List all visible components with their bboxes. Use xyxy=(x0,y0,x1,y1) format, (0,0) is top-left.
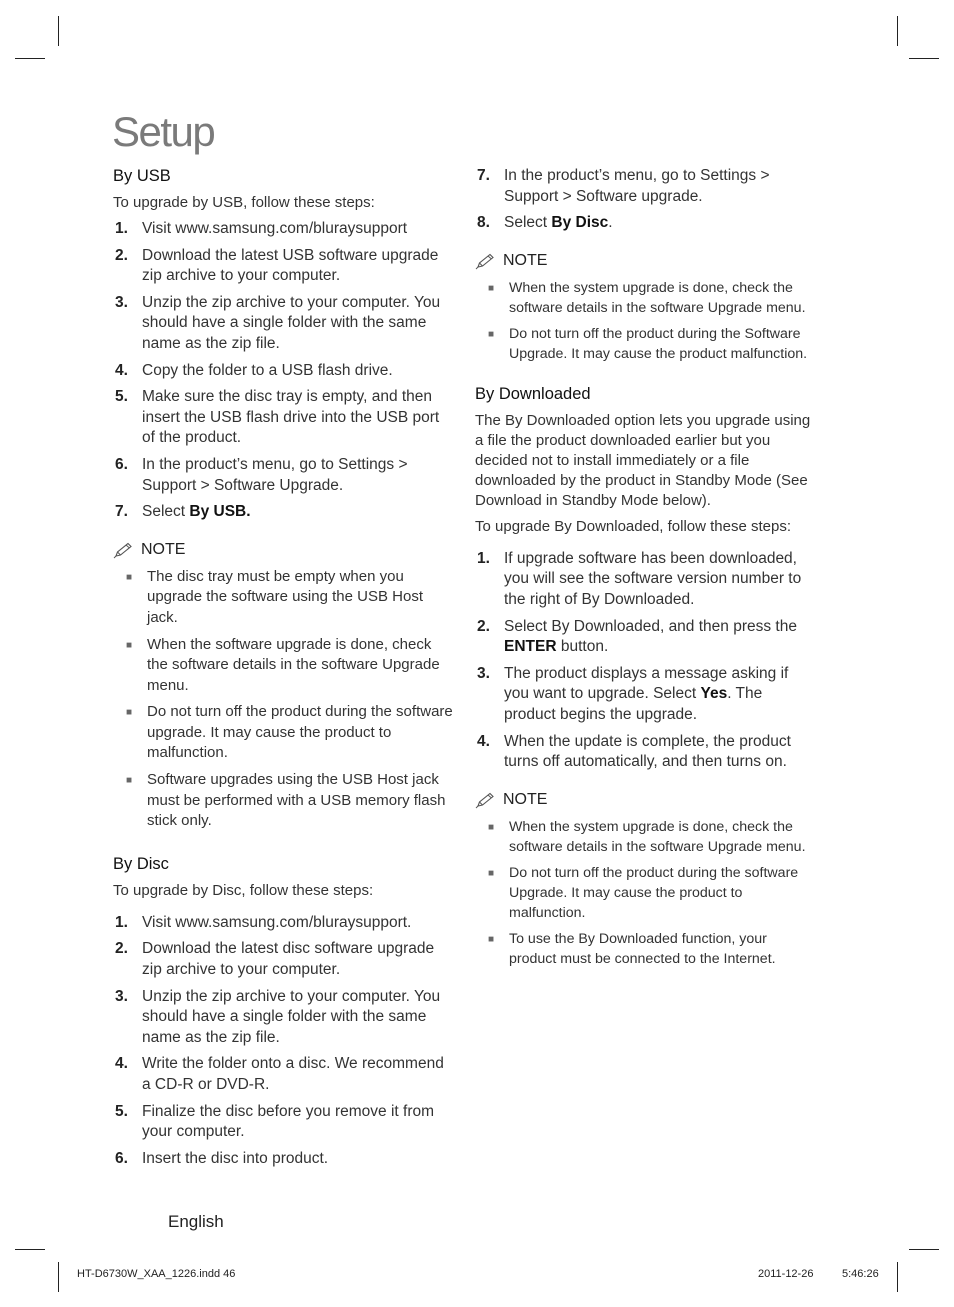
note-item xyxy=(113,770,453,832)
disc-step xyxy=(113,913,453,934)
note-text: Do not turn off the product during the Software Upgrade. It may cause the product malfunction. xyxy=(509,325,808,362)
square-bullet-icon: ■ xyxy=(126,707,133,719)
step-number: 2. xyxy=(477,617,490,635)
downloaded-step xyxy=(475,549,815,611)
by-disc-intro: To upgrade by Disc, follow these steps: xyxy=(113,881,374,899)
usb-step xyxy=(113,455,453,496)
note-item xyxy=(113,702,453,764)
step-text xyxy=(504,617,815,658)
step-number: 2. xyxy=(115,940,128,958)
crop-mark xyxy=(15,58,45,59)
note-heading xyxy=(475,791,815,809)
crop-mark xyxy=(897,1262,898,1292)
by-usb-heading: By USB xyxy=(113,167,171,185)
step-text: In the product’s menu, go to Settings > Support > Software upgrade. xyxy=(504,167,770,205)
crop-mark xyxy=(58,1262,59,1292)
square-bullet-icon: ■ xyxy=(126,639,133,651)
step-number: 3. xyxy=(477,664,490,682)
footer-time: 5:46:26 xyxy=(842,1268,879,1280)
footer-filename: HT-D6730W_XAA_1226.indd 46 xyxy=(77,1268,236,1280)
step-text-plain: . The product begins the upgrade. xyxy=(504,685,763,723)
downloaded-step xyxy=(475,732,815,773)
square-bullet-icon: ■ xyxy=(488,933,495,945)
by-usb-intro: To upgrade by USB, follow these steps: xyxy=(113,194,375,211)
step-number: 2. xyxy=(115,246,128,264)
step-text-plain: Select xyxy=(142,503,190,521)
usb-step xyxy=(113,246,453,287)
step-text: Finalize the disc before you remove it from your computer. xyxy=(142,1102,435,1141)
note-item xyxy=(113,567,453,629)
step-number: 6. xyxy=(115,1149,128,1167)
step-number: 5. xyxy=(115,388,128,406)
usb-step xyxy=(113,502,453,523)
pencil-icon xyxy=(475,791,499,809)
step-text: Visit www.samsung.com/bluraysupport. xyxy=(142,913,412,931)
footer-date: 2011-12-26 xyxy=(758,1268,814,1280)
step-number: 5. xyxy=(115,1102,128,1120)
note-heading xyxy=(113,541,453,559)
step-text: Unzip the zip archive to your computer. You should have a single folder with the same name as the zip file. xyxy=(142,293,441,352)
step-number: 6. xyxy=(115,455,128,473)
note-label: NOTE xyxy=(503,251,548,269)
step-text: Copy the folder to a USB flash drive. xyxy=(142,361,393,379)
square-bullet-icon: ■ xyxy=(488,821,495,833)
step-text: Make sure the disc tray is empty, and then insert the USB flash drive into the USB port of the product. xyxy=(142,388,440,447)
step-number: 1. xyxy=(477,549,490,567)
step-number: 1. xyxy=(115,220,128,237)
note-text: When the software upgrade is done, check the software details in the software Upgrade menu. xyxy=(147,635,440,694)
by-disc-heading: By Disc xyxy=(113,854,169,873)
step-text-plain: . xyxy=(608,214,613,232)
usb-step xyxy=(113,293,453,355)
note-item xyxy=(475,278,815,318)
square-bullet-icon: ■ xyxy=(126,775,133,787)
step-text: Visit www.samsung.com/bluraysupport xyxy=(142,220,408,237)
disc-step xyxy=(113,987,453,1049)
note-heading xyxy=(475,252,815,270)
step-number: 4. xyxy=(115,361,128,379)
step-number: 3. xyxy=(115,293,128,311)
note-label: NOTE xyxy=(141,540,186,558)
square-bullet-icon: ■ xyxy=(488,867,495,879)
page-language: English xyxy=(168,1212,224,1231)
crop-mark xyxy=(897,16,898,46)
crop-mark xyxy=(909,1249,939,1250)
by-downloaded-description: The By Downloaded option lets you upgrade using a file the product downloaded earlier but you decided not to install immediately or a file downloaded by the product in Standby Mode (See Download in Standby Mode below). xyxy=(475,411,811,509)
step-text: Write the folder onto a disc. We recommend a CD-R or DVD-R. xyxy=(142,1055,444,1093)
step-number: 8. xyxy=(477,214,490,232)
note-text: When the system upgrade is done, check the software details in the software Upgrade menu. xyxy=(509,279,806,316)
page-title: Setup xyxy=(112,108,215,155)
step-text-plain: Select By Downloaded, and then press the xyxy=(504,617,797,635)
step-text: In the product’s menu, go to Settings > Support > Software Upgrade. xyxy=(142,455,408,494)
step-text: Download the latest USB software upgrade zip archive to your computer. xyxy=(142,246,439,285)
disc-step xyxy=(475,166,815,207)
step-text-bold: ENTER xyxy=(504,638,557,656)
step-text: If upgrade software has been downloaded, you will see the software version number to the right of By Downloaded. xyxy=(504,549,802,608)
square-bullet-icon: ■ xyxy=(488,282,495,294)
crop-mark xyxy=(909,58,939,59)
step-text-plain: Select xyxy=(504,214,552,232)
square-bullet-icon: ■ xyxy=(488,328,495,340)
step-text-bold: By Disc xyxy=(551,214,609,232)
note-text: To use the By Downloaded function, your product must be connected to the Internet. xyxy=(509,930,776,967)
note-text: The disc tray must be empty when you upgrade the software using the USB Host jack. xyxy=(147,567,423,626)
step-text-bold: By USB. xyxy=(189,503,251,521)
step-number: 4. xyxy=(477,732,490,750)
note-text: Do not turn off the product during the software upgrade. It may cause the product to malfunction. xyxy=(147,703,453,762)
step-text xyxy=(504,213,815,234)
disc-step xyxy=(113,1054,453,1095)
step-text-bold: Yes xyxy=(700,685,728,703)
pencil-icon xyxy=(475,252,499,270)
pencil-icon xyxy=(113,541,137,559)
step-text-plain: The product displays a message asking if you want to upgrade. Select xyxy=(504,664,789,703)
downloaded-step xyxy=(475,617,815,658)
note-text: Do not turn off the product during the software Upgrade. It may cause the product to malfunction. xyxy=(509,864,799,921)
by-downloaded-intro: To upgrade By Downloaded, follow these steps: xyxy=(475,517,792,535)
note-label: NOTE xyxy=(503,790,548,808)
note-item xyxy=(475,817,815,857)
step-text: Download the latest disc software upgrade zip archive to your computer. xyxy=(142,940,435,979)
disc-step xyxy=(113,1149,453,1170)
step-text: Insert the disc into product. xyxy=(142,1149,329,1167)
step-text: When the update is complete, the product turns off automatically, and then turns on. xyxy=(504,732,791,771)
crop-mark xyxy=(58,16,59,46)
note-item xyxy=(475,324,815,364)
left-column xyxy=(113,166,453,1175)
note-item xyxy=(113,635,453,697)
step-text: Unzip the zip archive to your computer. You should have a single folder with the same name as the zip file. xyxy=(142,987,441,1046)
crop-mark xyxy=(15,1249,45,1250)
by-downloaded-heading: By Downloaded xyxy=(475,384,591,403)
step-text xyxy=(142,502,453,523)
step-number: 3. xyxy=(115,987,128,1005)
step-number: 4. xyxy=(115,1055,128,1073)
right-column xyxy=(475,166,815,975)
step-text xyxy=(504,664,815,726)
usb-step xyxy=(113,387,453,449)
downloaded-step xyxy=(475,664,815,726)
square-bullet-icon: ■ xyxy=(126,571,133,583)
disc-step xyxy=(113,1102,453,1143)
step-number: 1. xyxy=(115,913,128,931)
step-text-plain: button. xyxy=(556,638,609,656)
note-item xyxy=(475,863,815,923)
usb-step xyxy=(113,361,453,382)
disc-step xyxy=(475,213,815,234)
step-number: 7. xyxy=(115,503,128,521)
note-item xyxy=(475,929,815,969)
note-text: Software upgrades using the USB Host jack must be performed with a USB memory flash stick only. xyxy=(147,771,446,830)
step-number: 7. xyxy=(477,167,490,184)
usb-step xyxy=(113,219,453,240)
note-text: When the system upgrade is done, check the software details in the software Upgrade menu. xyxy=(509,818,806,855)
disc-step xyxy=(113,939,453,980)
